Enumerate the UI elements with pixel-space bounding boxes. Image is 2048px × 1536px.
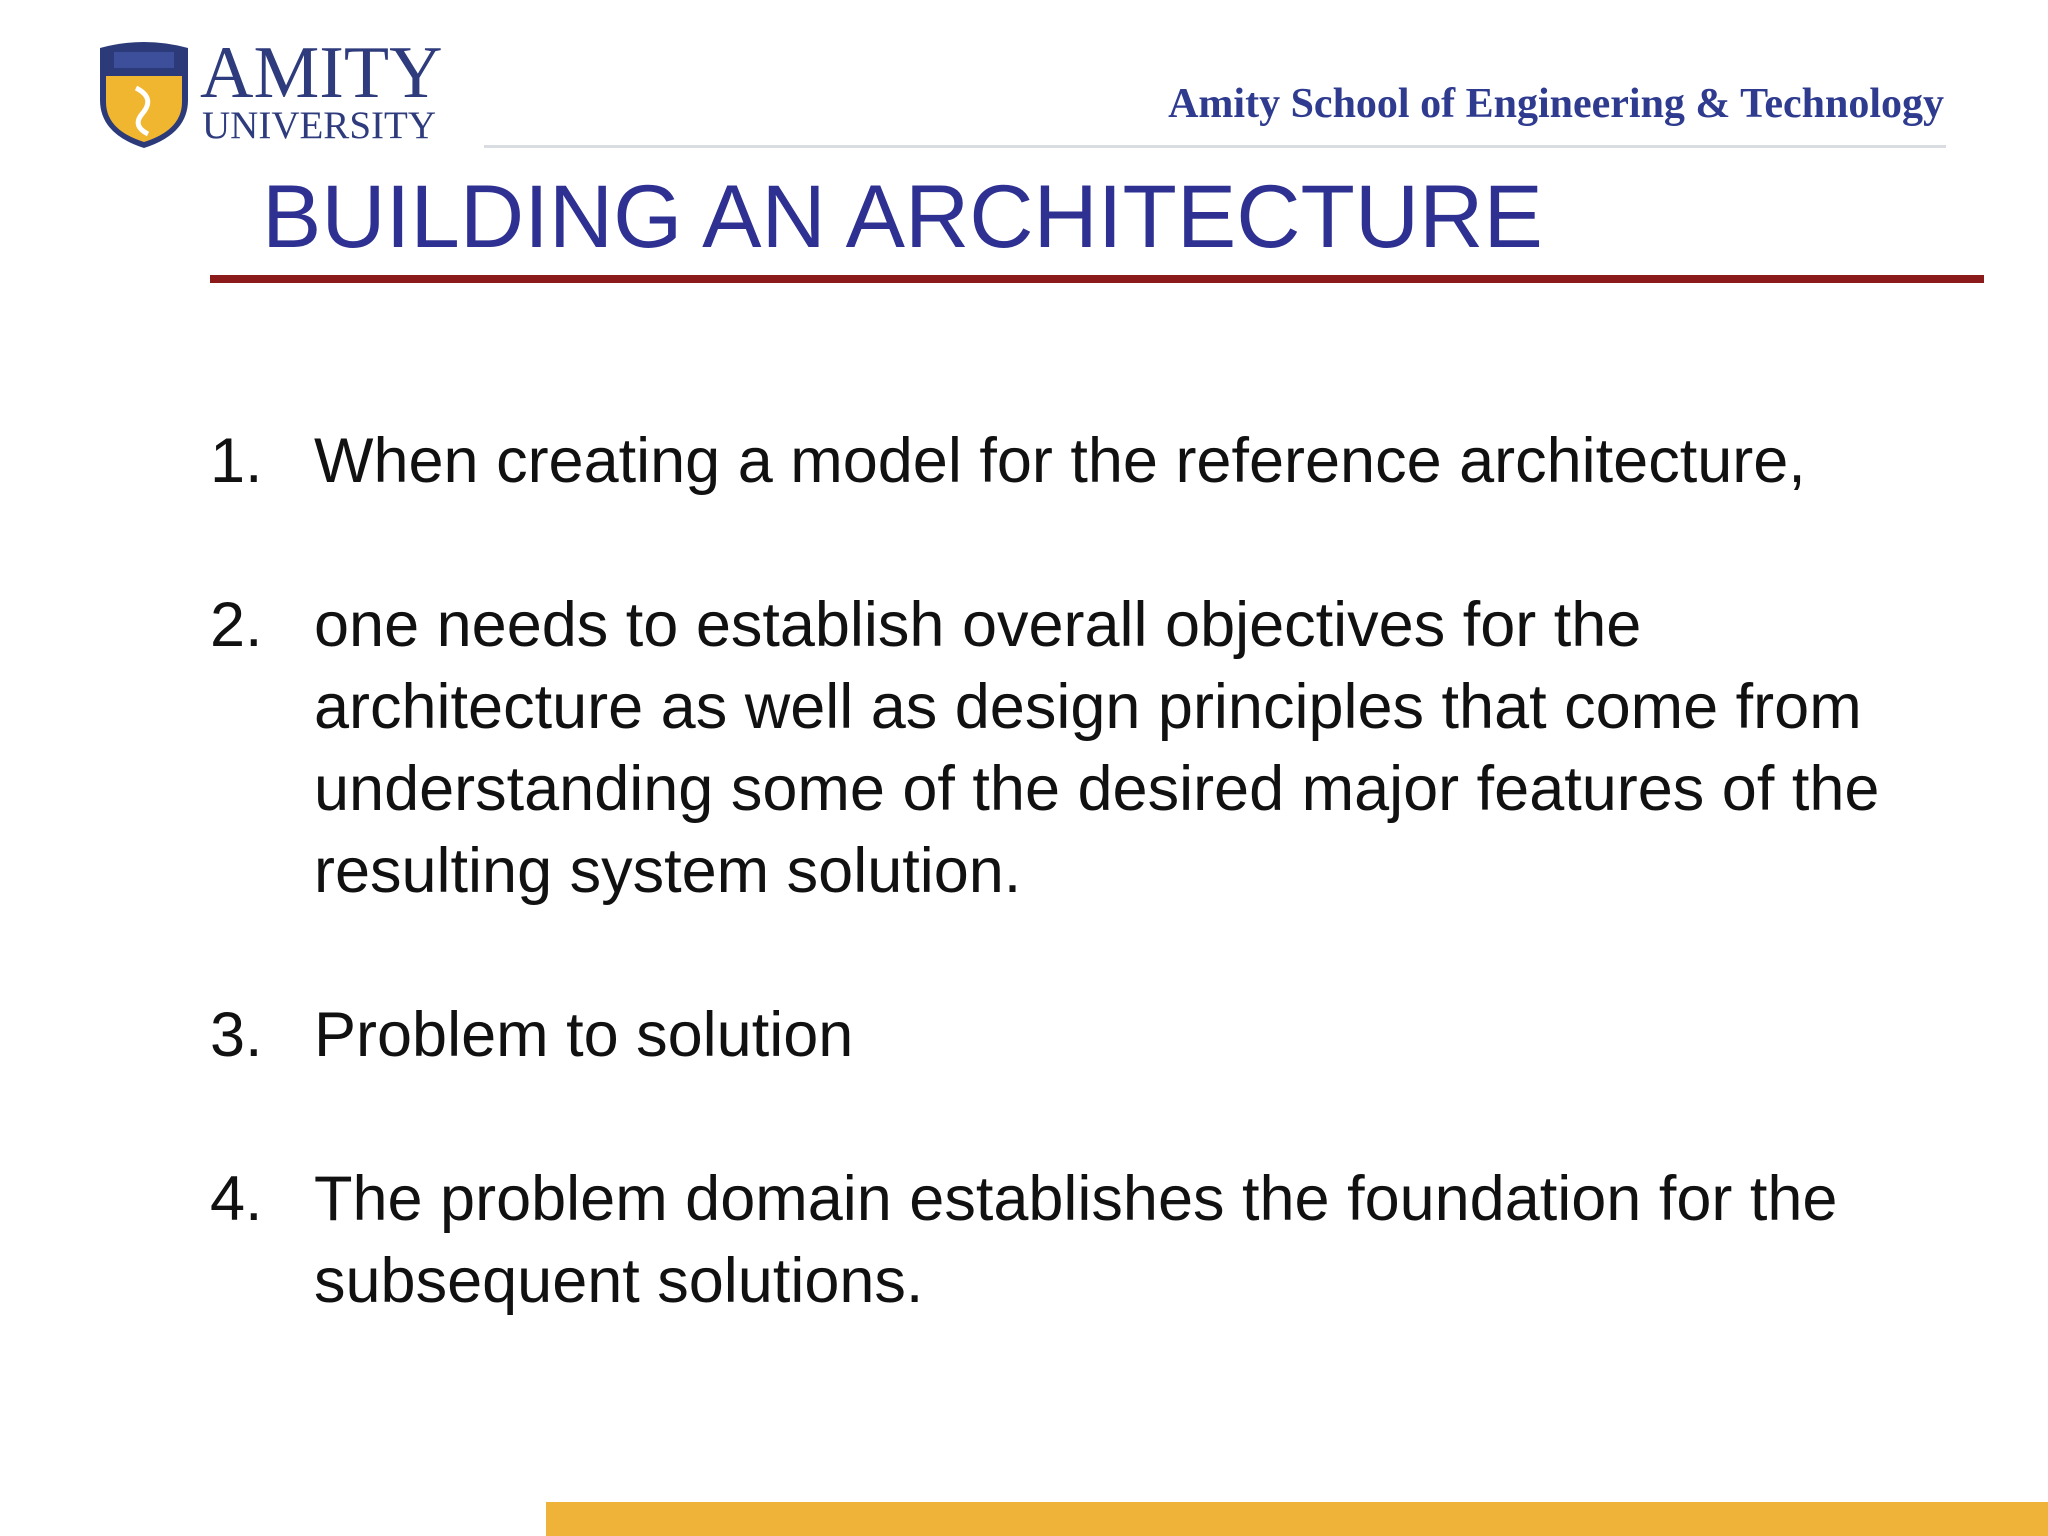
logo-wordmark-university: UNIVERSITY [202, 104, 436, 147]
list-item-text: Problem to solution [314, 1000, 854, 1070]
school-name: Amity School of Engineering & Technology [1168, 81, 1944, 127]
list-item [210, 420, 1970, 502]
header-divider [484, 145, 1946, 148]
list-item-number: 2. [210, 590, 263, 660]
list-item-text: When creating a model for the reference architecture, [314, 426, 1806, 496]
logo-wordmark-amity: AMITY [200, 32, 443, 114]
amity-university-logo [96, 32, 446, 152]
slide-title: BUILDING AN ARCHITECTURE [262, 166, 1543, 266]
shield-emblem-icon [96, 38, 192, 150]
list-item-number: 3. [210, 1000, 263, 1070]
numbered-list [210, 420, 1970, 1322]
list-item-text: The problem domain establishes the foundation for the subsequent solutions. [314, 1164, 1838, 1316]
title-underline [210, 275, 1984, 283]
list-item-number: 1. [210, 426, 263, 496]
list-item [210, 994, 1970, 1076]
list-item [210, 584, 1970, 912]
list-item-number: 4. [210, 1164, 263, 1234]
list-item [210, 1158, 1970, 1322]
footer-accent-bar [546, 1502, 2048, 1536]
list-item-text: one needs to establish overall objectives for the architecture as well as design principles that come from understanding some of the desired major features of the resulting system solution. [314, 590, 1880, 906]
